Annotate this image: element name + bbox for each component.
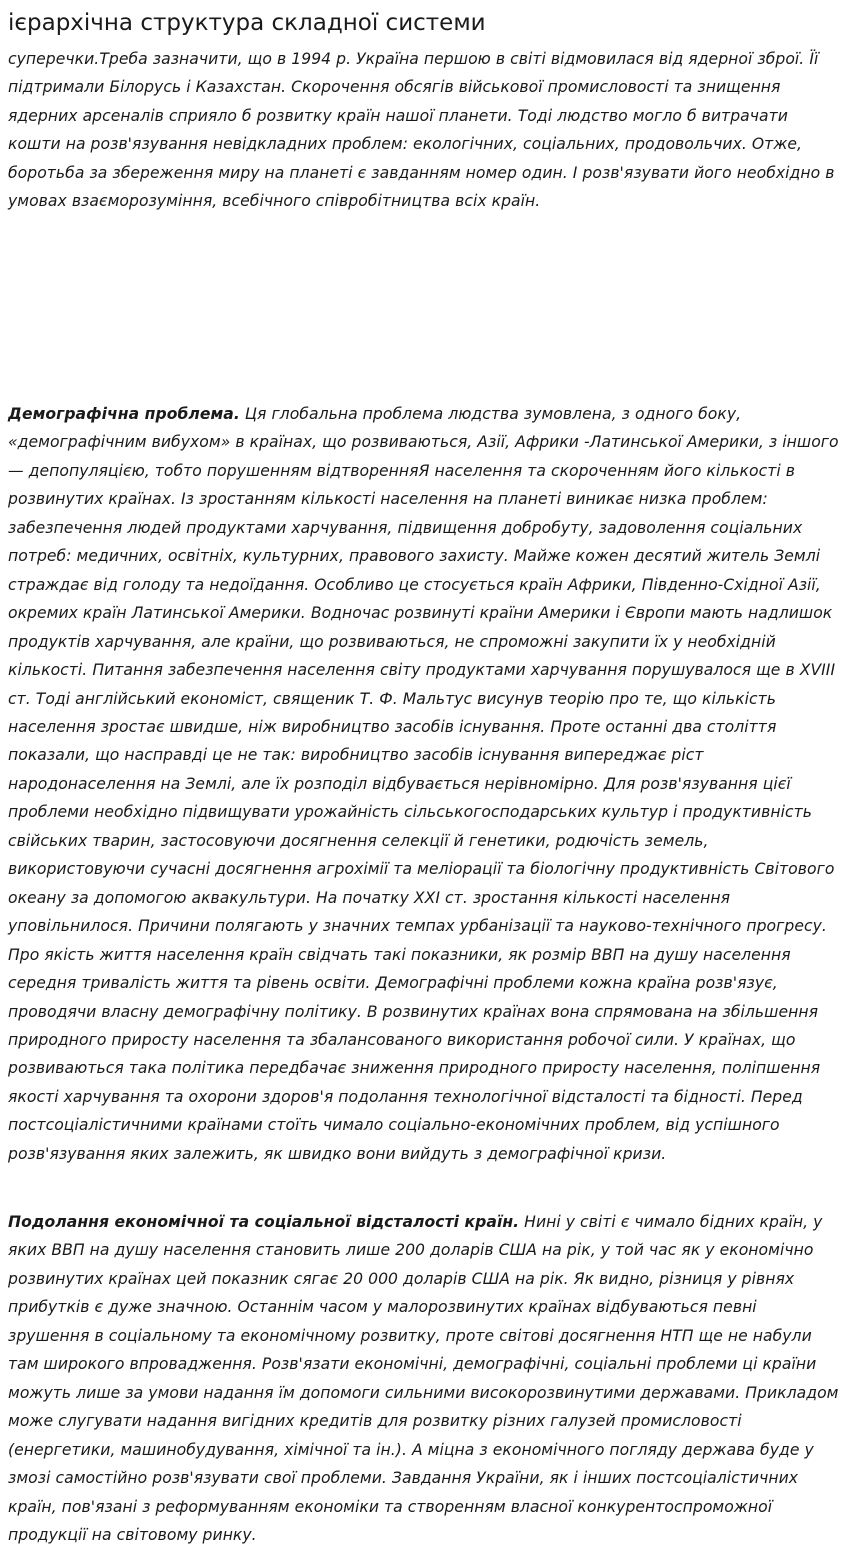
- paragraph-peace-text: суперечки.Треба зазначити, що в 1994 р. Україна першою в світі відмовилася від ядерної зброї. Її підтримали Білорусь і Казахстан. Скорочення обсягів військової промисловості та знищення ядерних арсеналів сприяло б розвитку країн нашої планети. Тоді людство могло б витрачати кошти на розв'язування невідкладних проблем: екологічних, соціальних, продовольчих. Отже, боротьба за збереження миру на планеті є завданням номер один. І розв'язувати його необхідно в умовах взаєморозуміння, всебічного співробітництва всіх країн.: [8, 50, 835, 211]
- paragraph-peace: [8, 45, 842, 216]
- paragraph-heading-demographic: Демографічна проблема.: [8, 405, 240, 423]
- paragraph-economic-backwardness: [8, 1208, 842, 1549]
- paragraph-demographic-text: Ця глобальна проблема людства зумовлена, з одного боку, «демографічним вибухом» в країнах, що розвиваються, Азії, Африки -Латинської Америки, з іншого — депопуляцією, тобто порушенням відтворенняЯ населення та скороченням його кількості в розвинутих країнах. Із зростанням кількості населення на планеті виникає низка проблем: забезпечення людей продуктами харчування, підвищення добробуту, задоволення соціальних потреб: медичних, освітніх, культурних, правового захисту. Майже кожен десятий житель Землі страждає від голоду та недоїдання. Особливо це стосується країн Африки, Південно-Східної Азії, окремих країн Латинської Америки. Водночас розвинуті країни Америки і Європи мають надлишок продуктів харчування, але країни, що розвиваються, не спроможні закупити їх у необхідній кількості. Питання забезпечення населення світу продуктами харчування порушувалося ще в XVIII ст. Тоді англійський економіст, священик Т. Ф. Мальтус висунув теорію про те, що кількість населення зростає швидше, ніж виробництво засобів існування. Проте останні два століття показали, що насправді це не так: виробництво засобів існування випереджає ріст народонаселення на Землі, але їх розподіл відбувається нерівномірно. Для розв'язування цієї проблеми необхідно підвищувати урожайність сільськогосподарських культур і продуктивність свійських тварин, застосовуючи досягнення селекції й генетики, родючість земель, використовуючи сучасні досягнення агрохімії та меліорації та біологічну продуктивність Світового океану за допомогою аквакультури. На початку XXI ст. зростання кількості населення уповільнилося. Причини полягають у значних темпах урбанізації та науково-технічного прогресу. Про якість життя населення країн свідчать такі показники, як розмір ВВП на душу населення середня тривалість життя та рівень освіти. Демографічні проблеми кожна країна розв'язує, проводячи власну демографічну політику. В розвинутих країнах вона спрямована на збільшення природного приросту населення та збалансованого використання робочої сили. У країнах, що розвиваються така політика передбачає зниження природного приросту населення, поліпшення якості харчування та охорони здоров'я подолання технологічної відсталості та бідності. Перед постсоціалістичними країнами стоїть чимало соціально-економічних проблем, від успішного розв'язування яких залежить, як швидко вони вийдуть з демографічної кризи.: [8, 405, 839, 1163]
- paragraph-heading-economic: Подолання економічної та соціальної відсталості країн.: [8, 1213, 520, 1231]
- paragraph-economic-text: Нині у світі є чимало бідних країн, у яких ВВП на душу населення становить лише 200 доларів США на рік, у той час як у економічно розвинутих країнах цей показник сягає 20 000 доларів США на рік. Як видно, різниця у рівнях прибутків є дуже значною. Останнім часом у малорозвинутих країнах відбуваються певні зрушення в соціальному та економічному розвитку, проте світові досягнення НТП ще не набули там широкого впровадження. Розв'язати економічні, демографічні, соціальні проблеми ці країни можуть лише за умови надання їм допомоги сильними високорозвинутими державами. Прикладом може слугувати надання вигідних кредитів для розвитку різних галузей промисловості (енергетики, машинобудування, хімічної та ін.). А міцна з економічного погляду держава буде у змозі самостійно розв'язувати свої проблеми. Завдання України, як і інших постсоціалістичних країн, пов'язані з реформуванням економіки та створенням власної конкурентоспроможної продукції на світовому ринку.: [8, 1213, 839, 1544]
- page-title: ієрархічна структура складної системи: [8, 10, 486, 36]
- paragraph-demographic-problem: [8, 400, 842, 1168]
